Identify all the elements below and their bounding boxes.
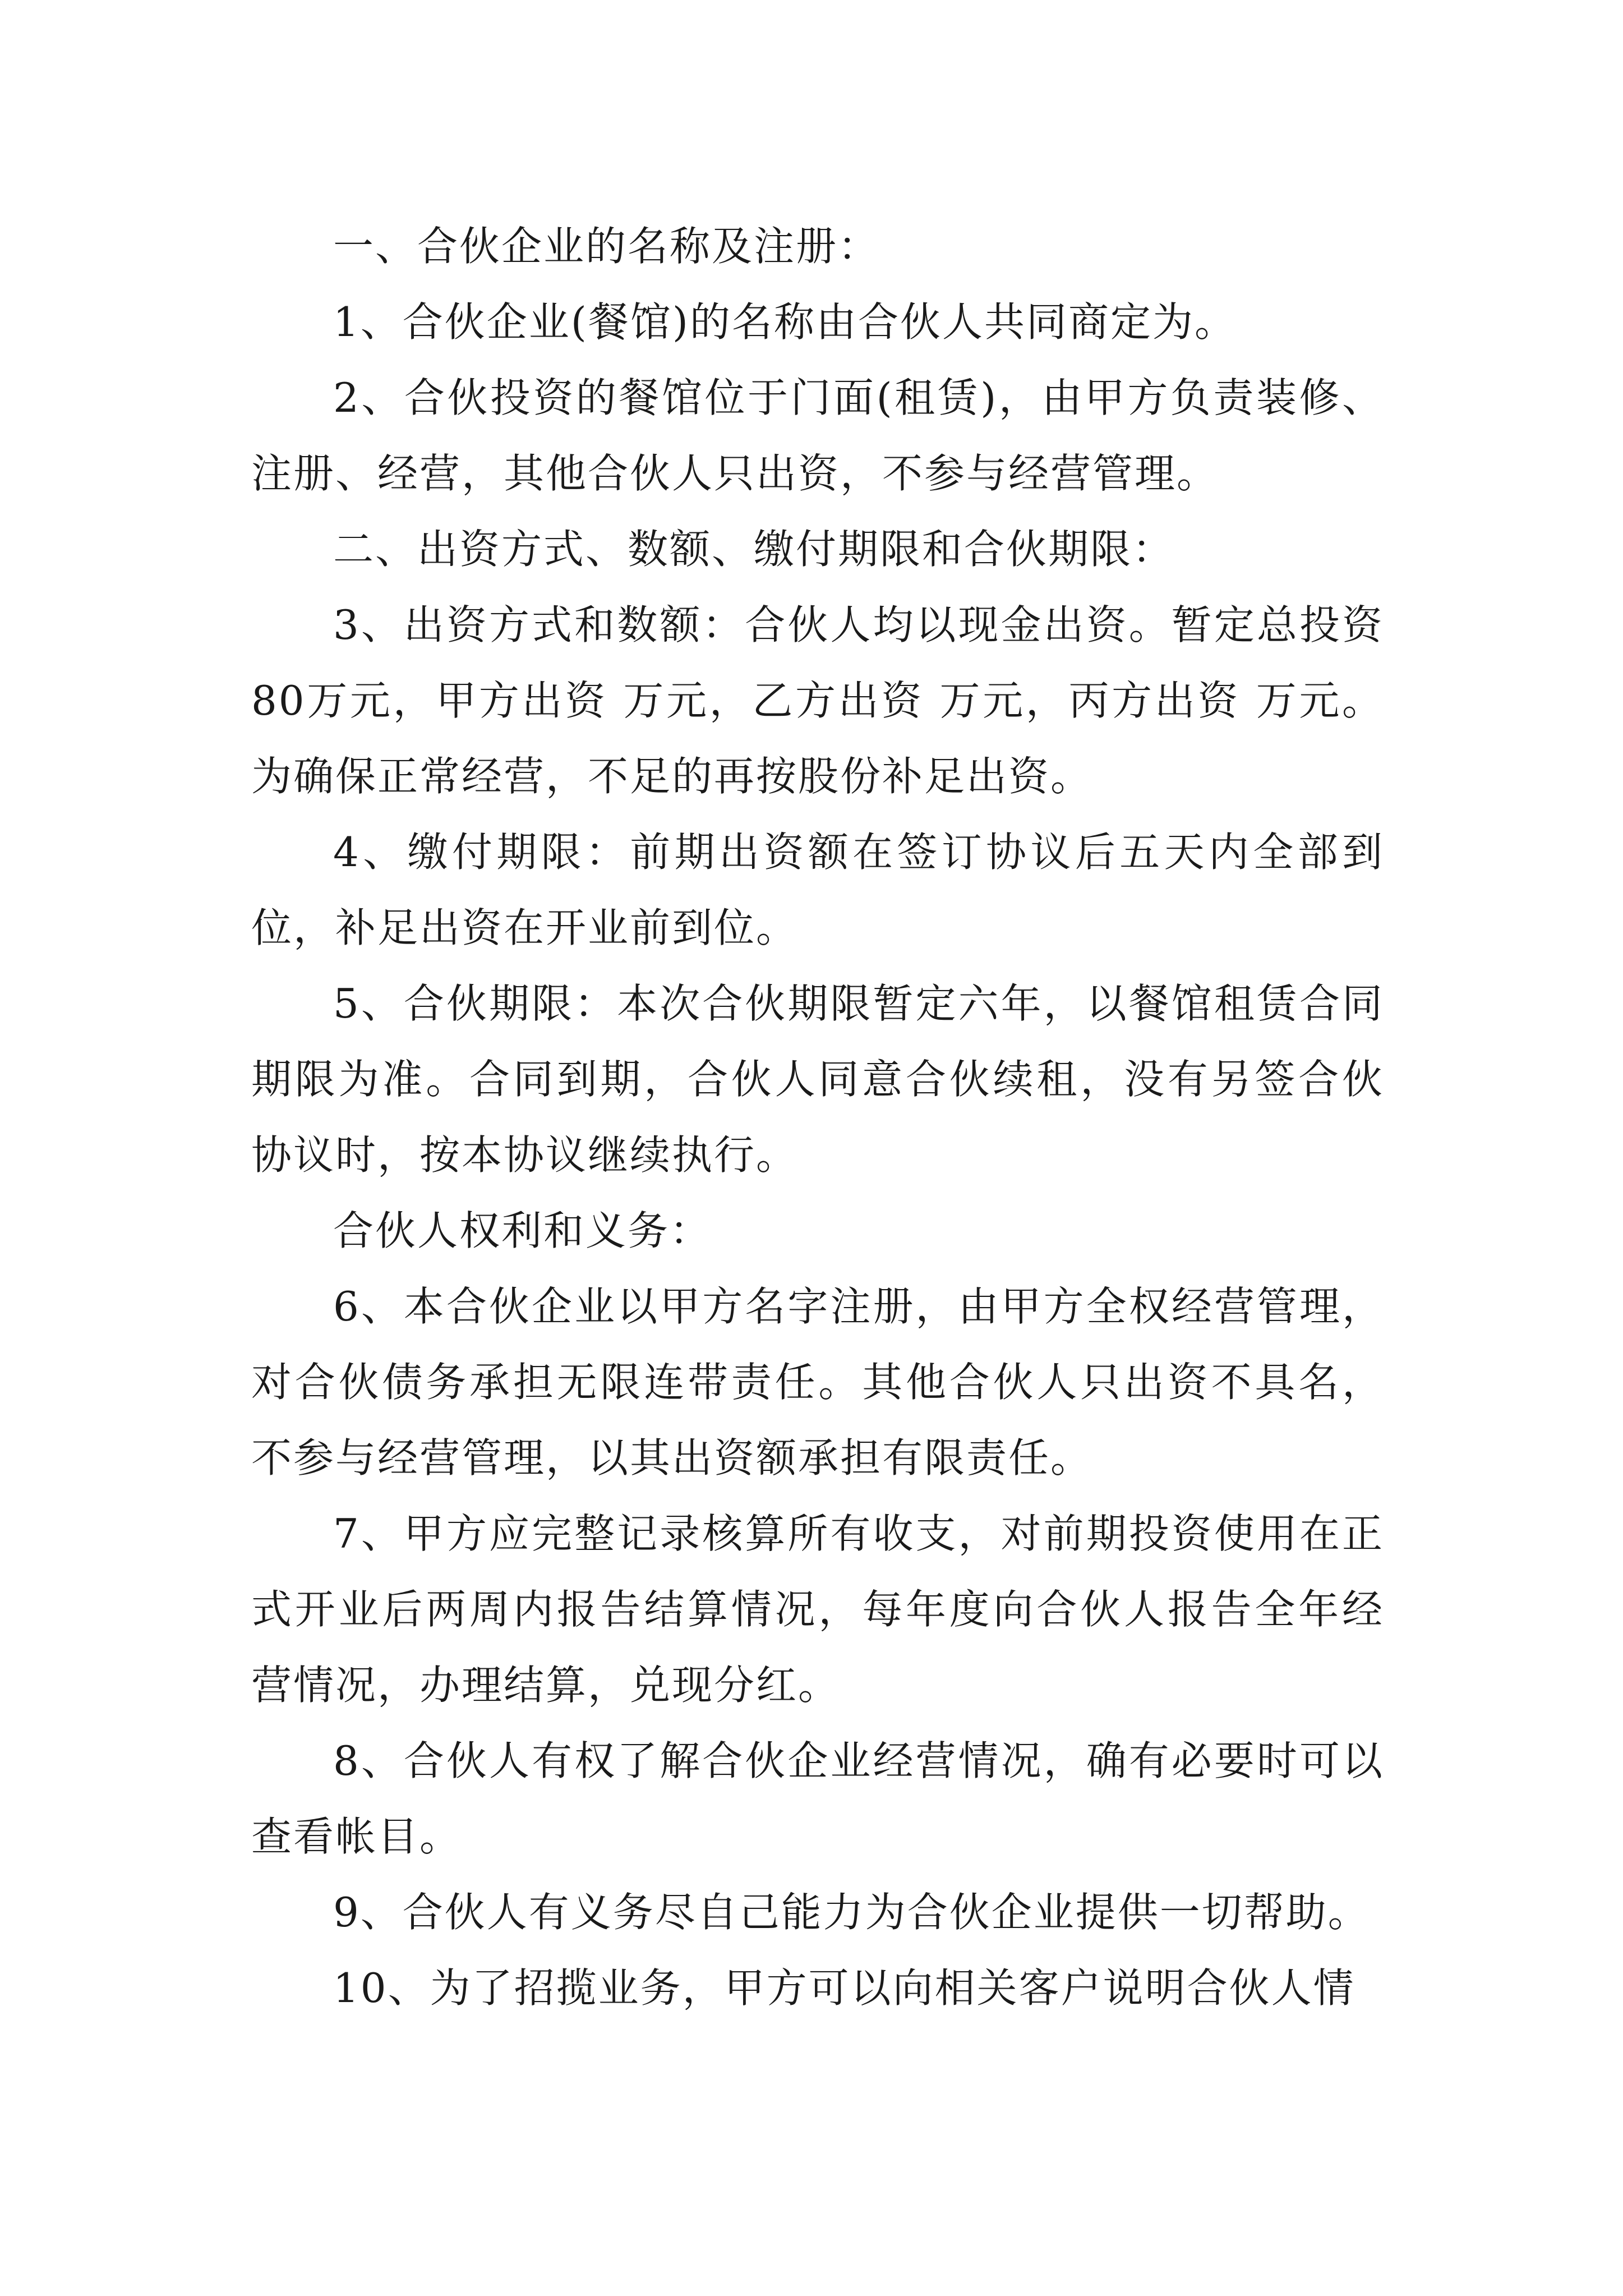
clause-6: 6、本合伙企业以甲方名字注册，由甲方全权经营管理，对合伙债务承担无限连带责任。其他合伙人只出资不具名，不参与经营管理，以其出资额承担有限责任。 bbox=[251, 1283, 1384, 1481]
clause-3: 3、出资方式和数额：合伙人均以现金出资。暂定总投资80万元，甲方出资 万元，乙方出资 万元，丙方出资 万元。为确保正常经营，不足的再按股份补足出资。 bbox=[251, 601, 1384, 800]
clause-1: 1、合伙企业(餐馆)的名称由合伙人共同商定为。 bbox=[333, 298, 1237, 346]
clause-8: 8、合伙人有权了解合伙企业经营情况，确有必要时可以查看帐目。 bbox=[251, 1737, 1384, 1860]
clause-9: 9、合伙人有义务尽自己能力为合伙企业提供一切帮助。 bbox=[333, 1889, 1370, 1936]
clause-2: 2、合伙投资的餐馆位于门面(租赁)，由甲方负责装修、注册、经营，其他合伙人只出资，不参与经营管理。 bbox=[251, 374, 1384, 497]
clause-5: 5、合伙期限：本次合伙期限暂定六年，以餐馆租赁合同期限为准。合同到期，合伙人同意合伙续租，没有另签合伙协议时，按本协议继续执行。 bbox=[251, 980, 1384, 1179]
section-heading-name-registration: 一、合伙企业的名称及注册： bbox=[333, 223, 880, 270]
document-body bbox=[251, 209, 1384, 2026]
clause-4: 4、缴付期限：前期出资额在签订协议后五天内全部到位，补足出资在开业前到位。 bbox=[251, 829, 1384, 951]
section-heading-rights-duties: 合伙人权利和义务： bbox=[333, 1207, 712, 1254]
clause-10: 10、为了招揽业务，甲方可以向相关客户说明合伙人情 bbox=[333, 1964, 1355, 2012]
section-heading-contribution: 二、出资方式、数额、缴付期限和合伙期限： bbox=[333, 526, 1175, 573]
clause-7: 7、甲方应完整记录核算所有收支，对前期投资使用在正式开业后两周内报告结算情况，每年度向合伙人报告全年经营情况，办理结算，兑现分红。 bbox=[251, 1510, 1384, 1709]
